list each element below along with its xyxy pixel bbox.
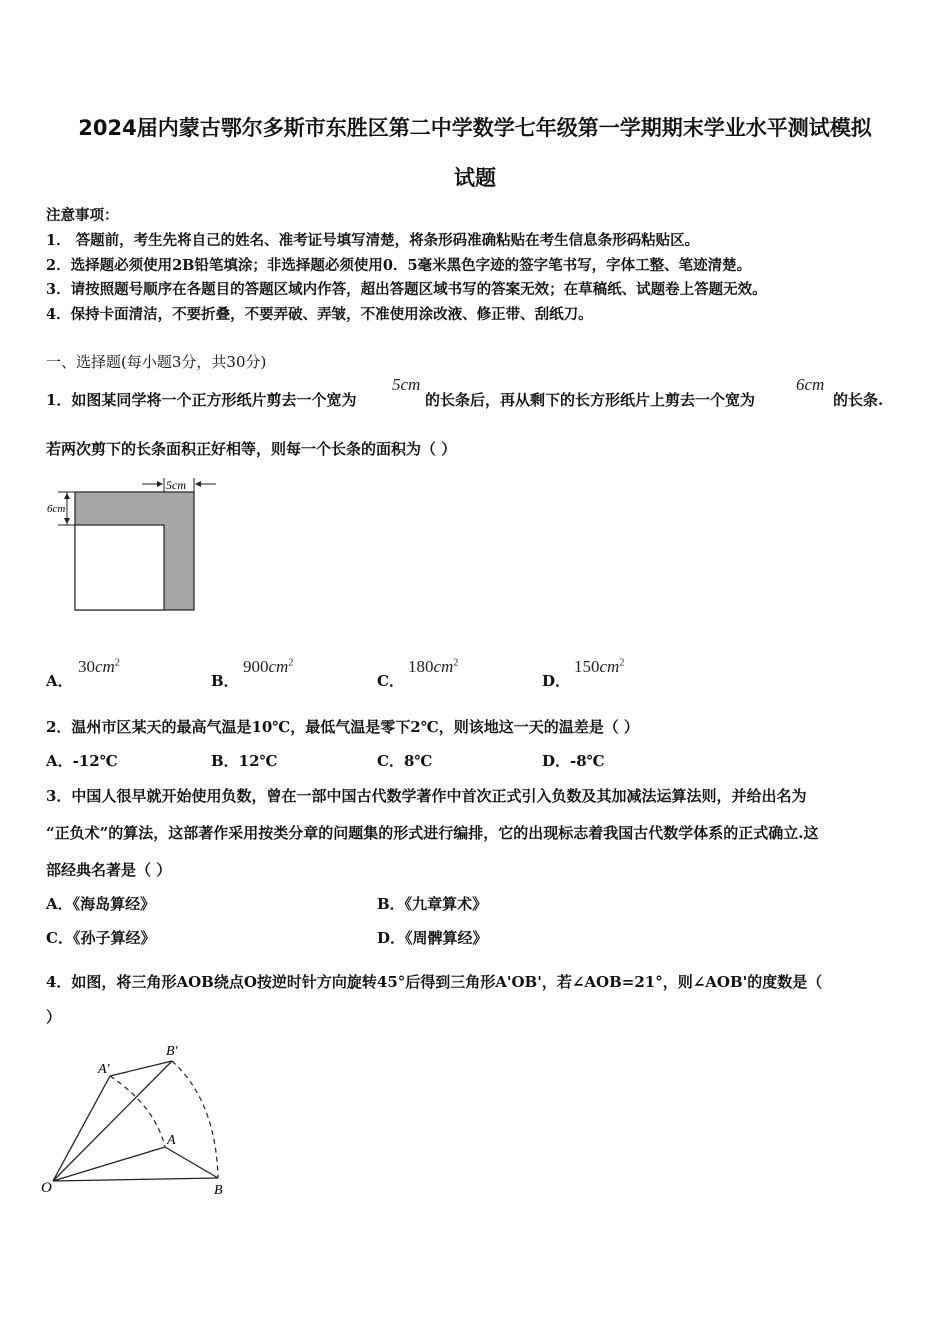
q3-option-b[interactable]: B．《九章算术》 bbox=[377, 895, 488, 913]
q1-figure bbox=[44, 472, 224, 617]
q1-text-part3: 的长条. bbox=[833, 391, 884, 409]
q4-text-line2: ） bbox=[46, 1008, 62, 1026]
remaining-rectangle bbox=[75, 525, 164, 610]
q2-option-c[interactable]: C．8℃ bbox=[377, 752, 433, 770]
arc-B bbox=[172, 1061, 218, 1178]
q3-text-line2: “正负术”的算法，这部著作采用按类分章的问题集的形式进行编排，它的出现标志着我国古代数学体系的正式确立.这 bbox=[46, 824, 819, 842]
q1-text-line2: 若两次剪下的长条面积正好相等，则每一个长条的面积为（ ） bbox=[46, 440, 457, 458]
q2-option-b[interactable]: B．12℃ bbox=[211, 752, 278, 770]
q3-option-c[interactable]: C．《孙子算经》 bbox=[46, 929, 156, 947]
q1-option-d-letter[interactable]: D． bbox=[542, 672, 571, 690]
q2-text: 2．温州市区某天的最高气温是10℃，最低气温是零下2℃，则该地这一天的温差是（ ） bbox=[46, 718, 639, 736]
q1-option-a-value: $30cm^2$ bbox=[78, 657, 120, 676]
q1-option-b-letter[interactable]: B． bbox=[211, 672, 239, 690]
label-A: A bbox=[167, 1133, 176, 1148]
segment-OA-prime bbox=[53, 1076, 110, 1181]
arc-A bbox=[110, 1076, 165, 1147]
q4-text-line1: 4．如图，将三角形AOB绕点O按逆时针方向旋转45°后得到三角形A'OB'，若∠AOB=21°，则∠AOB'的度数是（ bbox=[46, 973, 823, 991]
q1-width2: 6cm bbox=[796, 375, 825, 394]
segment-A-prime-B-prime bbox=[110, 1061, 172, 1076]
q4-figure bbox=[38, 1036, 238, 1206]
q3-text-line1: 3．中国人很早就开始使用负数，曾在一部中国古代数学著作中首次正式引入负数及其加减法运算法则，并给出名为 bbox=[46, 787, 807, 805]
q3-text-line3: 部经典名著是（ ） bbox=[46, 861, 172, 879]
q1-text-part2: 的长条后，再从剩下的长方形纸片上剪去一个宽为 bbox=[425, 391, 756, 409]
q1-option-c-letter[interactable]: C． bbox=[377, 672, 404, 690]
q1-width1: 5cm bbox=[392, 375, 421, 394]
label-B: B bbox=[214, 1183, 223, 1198]
q1-option-a-letter[interactable]: A． bbox=[46, 672, 73, 690]
page-title: 2024届内蒙古鄂尔多斯市东胜区第二中学数学七年级第一学期期末学业水平测试模拟 bbox=[78, 116, 872, 140]
section-heading: 一、选择题(每小题3分，共30分) bbox=[46, 353, 267, 371]
notice-item: 1． 答题前，考生先将自己的姓名、准考证号填写清楚，将条形码准确粘贴在考生信息条形码粘贴区。 bbox=[46, 232, 700, 249]
segment-OB bbox=[53, 1178, 218, 1181]
segment-AB bbox=[165, 1147, 218, 1178]
q3-option-a[interactable]: A．《海岛算经》 bbox=[46, 895, 156, 913]
q1-option-b-value: $900cm^2$ bbox=[243, 657, 294, 676]
q2-option-d[interactable]: D．-8℃ bbox=[542, 752, 605, 770]
q1-option-c-value: $180cm^2$ bbox=[408, 657, 459, 676]
notice-item: 4．保持卡面清洁，不要折叠，不要弄破、弄皱，不准使用涂改液、修正带、刮纸刀。 bbox=[46, 306, 593, 323]
label-A-prime: A′ bbox=[98, 1062, 110, 1077]
notice-heading: 注意事项： bbox=[46, 207, 119, 224]
q1-option-d-value: $150cm^2$ bbox=[574, 657, 625, 676]
page-title-line2: 试题 bbox=[454, 166, 496, 190]
q3-option-d[interactable]: D．《周髀算经》 bbox=[377, 929, 488, 947]
label-O: O bbox=[41, 1180, 52, 1196]
notice-item: 3．请按照题号顺序在各题目的答题区域内作答，超出答题区域书写的答案无效；在草稿纸、试题卷上答题无效。 bbox=[46, 281, 767, 298]
label-6cm: 6cm bbox=[47, 503, 66, 515]
q1-text-part1: 1．如图某同学将一个正方形纸片剪去一个宽为 bbox=[46, 391, 357, 409]
notice-item: 2．选择题必须使用2B铅笔填涂；非选择题必须使用0．5毫米黑色字迹的签字笔书写，字体工整、笔迹清楚。 bbox=[46, 257, 752, 274]
label-5cm: 5cm bbox=[166, 478, 186, 492]
q2-option-a[interactable]: A．-12℃ bbox=[46, 752, 118, 770]
label-B-prime: B′ bbox=[166, 1044, 178, 1059]
